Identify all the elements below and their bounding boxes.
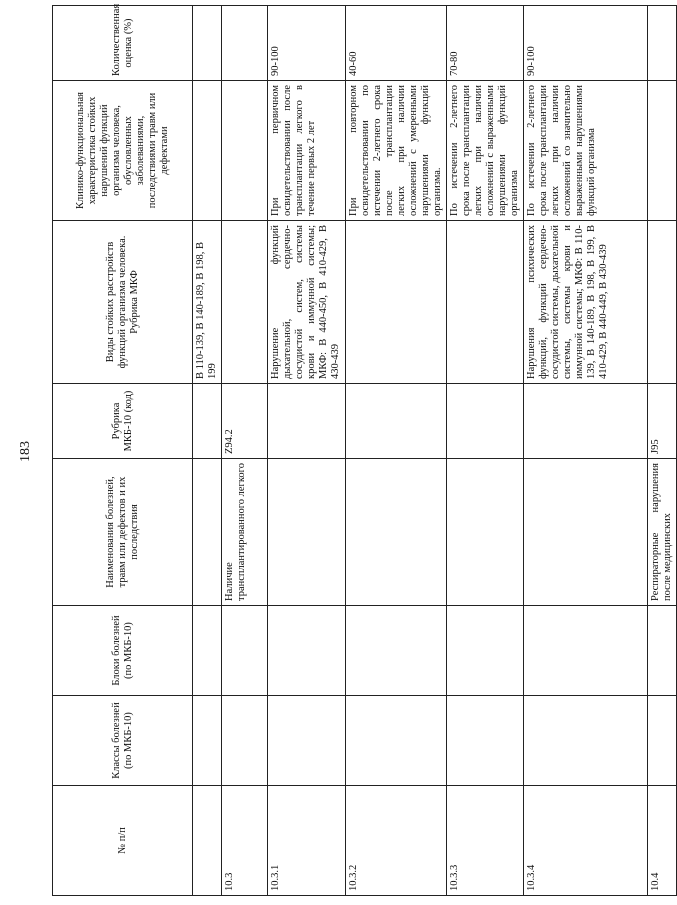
row-code — [193, 384, 222, 459]
row-num: 10.3.1 — [268, 786, 346, 896]
row-name — [524, 459, 648, 606]
row-code — [268, 384, 346, 459]
row-name: Респираторные нарушения после медицинских — [648, 459, 677, 606]
row-num — [193, 786, 222, 896]
table-header-row — [53, 6, 193, 896]
row-clinical — [648, 81, 677, 221]
row-name — [447, 459, 524, 606]
row-block — [193, 606, 222, 696]
row-clinical: По истечении 2-летнего срока после трансплантации легких при наличии осложнений с выраженными нарушениями функций организма — [447, 81, 524, 221]
row-quant: 90-100 — [268, 6, 346, 81]
row-clinical: При первичном освидетельствовании после трансплантации легкого в течение первых 2 лет — [268, 81, 346, 221]
header-clinical: Клинико-функциональная характеристика стойких нарушений функций организма человека, обусловленных заболеваниями, последствиями травм или дефектами — [53, 81, 193, 221]
row-clinical — [222, 81, 268, 221]
row-code: Z94.2 — [222, 384, 268, 459]
row-clinical: При повторном освидетельствовании по истечении 2-летнего срока после трансплантации легких при наличии осложнений с умеренными нарушениями функций организма. — [346, 81, 447, 221]
table-row — [222, 6, 268, 896]
row-block — [524, 606, 648, 696]
row-types — [648, 221, 677, 384]
row-block — [648, 606, 677, 696]
header-quant: Количественная оценка (%) — [53, 6, 193, 81]
row-clinical: По истечении 2-летнего срока после трансплантации легких при наличии осложнений со значительно выраженными нарушениями функций организма — [524, 81, 648, 221]
row-quant: 40-60 — [346, 6, 447, 81]
header-classes: Классы болезней (по МКБ-10) — [53, 696, 193, 786]
row-num: 10.3.2 — [346, 786, 447, 896]
header-num: № п/п — [53, 786, 193, 896]
table-row — [447, 6, 524, 896]
row-quant: 70-80 — [447, 6, 524, 81]
header-code: Рубрика МКБ-10 (код) — [53, 384, 193, 459]
row-block — [268, 606, 346, 696]
row-types — [222, 221, 268, 384]
row-class — [222, 696, 268, 786]
row-class — [447, 696, 524, 786]
row-quant — [222, 6, 268, 81]
row-types: Нарушения психических функций, функций сердечно-сосудистой системы, дыхательной системы, системы крови и иммунной системы; МКФ: В 110-139, В 140-189, В 198, В 199, В 410-429, В 440-449, В 430-439 — [524, 221, 648, 384]
row-code — [524, 384, 648, 459]
row-class — [648, 696, 677, 786]
row-types — [346, 221, 447, 384]
header-names: Наименования болезней, травм или дефектов и их последствия — [53, 459, 193, 606]
row-name: Наличие трансплантированного легкого — [222, 459, 268, 606]
table-row — [346, 6, 447, 896]
table-row — [524, 6, 648, 896]
row-quant — [193, 6, 222, 81]
row-block — [447, 606, 524, 696]
table-row — [268, 6, 346, 896]
page-number: 183 — [18, 441, 33, 462]
row-name — [193, 459, 222, 606]
row-code — [346, 384, 447, 459]
rotated-page — [52, 3, 673, 896]
row-num: 10.4 — [648, 786, 677, 896]
row-num: 10.3.3 — [447, 786, 524, 896]
row-quant — [648, 6, 677, 81]
row-class — [268, 696, 346, 786]
row-num: 10.3.4 — [524, 786, 648, 896]
row-name — [268, 459, 346, 606]
table-row — [193, 6, 222, 896]
row-code — [447, 384, 524, 459]
table-row — [648, 6, 677, 896]
row-class — [524, 696, 648, 786]
row-class — [193, 696, 222, 786]
row-class — [346, 696, 447, 786]
row-name — [346, 459, 447, 606]
row-types — [447, 221, 524, 384]
disease-table — [52, 5, 677, 896]
row-types: В 110-139, В 140-189, В 198, В 199 — [193, 221, 222, 384]
header-blocks: Блоки болезней (по МКБ-10) — [53, 606, 193, 696]
row-num: 10.3 — [222, 786, 268, 896]
row-block — [346, 606, 447, 696]
row-quant: 90-100 — [524, 6, 648, 81]
row-block — [222, 606, 268, 696]
row-types: Нарушение функций дыхательной, сердечно-сосудистой систем, системы крови и иммунной системы; МКФ: В 440-450, В 410-429, В 430-439 — [268, 221, 346, 384]
row-clinical — [193, 81, 222, 221]
row-code: J95 — [648, 384, 677, 459]
header-types: Виды стойких расстройств функций организма человека. Рубрика МКФ — [53, 221, 193, 384]
